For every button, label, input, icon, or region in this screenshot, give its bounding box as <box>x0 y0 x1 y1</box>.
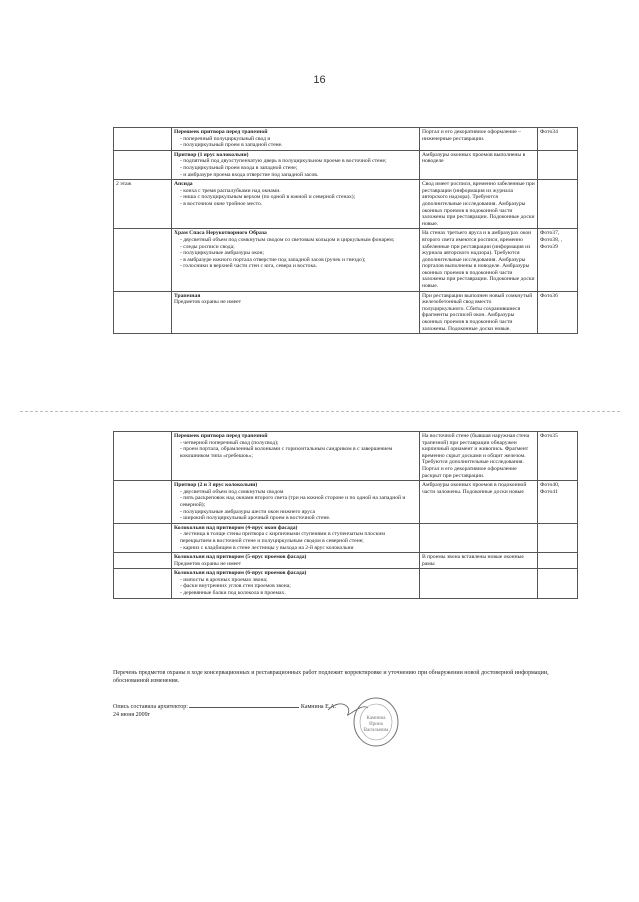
list-item: - импосты в арочных проемах звона; <box>180 577 417 584</box>
section-heading: Колокольня над притвором (4-ярус окон фасада) <box>174 524 298 531</box>
footnote-text: Перечень предметов охраны в ходе консервационных и реставрационных работ подлежит корректировке и уточнению при обнаружении новой достоверной информации, обоснованной изменения. <box>113 670 549 684</box>
table-row <box>114 553 578 569</box>
condition-notes-cell: Амбразуры оконных проемов выполнены в новоделе <box>420 150 538 179</box>
signature-date: 24 июня 2009г <box>113 712 151 718</box>
protected-items-cell <box>172 291 420 334</box>
floor-cell <box>114 569 172 598</box>
floor-cell <box>114 128 172 151</box>
table-row <box>114 523 578 552</box>
list-item: - полуциркульные амбразуры окон; <box>180 250 417 257</box>
condition-notes-cell: В проемы звона вставлены новые оконные рамы <box>420 553 538 569</box>
protected-items-cell <box>172 229 420 291</box>
item-list <box>174 237 417 270</box>
floor-cell <box>114 150 172 179</box>
heritage-table-1 <box>113 127 578 334</box>
section-heading: Храм Спаса Нерукотворного Образа <box>174 230 267 237</box>
condition-notes-cell: На стенах третьего яруса и в амбразурах окон второго света имеются росписи, временно забеленные при реставрации (информация из журнала авторского надзора). Требуются дополнительные исследования. Амбразуры порталов выполнены в новоделе. Амбразуры оконных проемов в подоконной части заложены при реставрации. Подоконные доски новые. <box>420 229 538 291</box>
list-item: - деревянные балки под колокола в проемах. <box>180 590 417 597</box>
protected-items-cell <box>172 523 420 552</box>
section-heading: Перешеек притвора перед трапезной <box>174 433 268 439</box>
svg-text:Ирина: Ирина <box>369 722 383 727</box>
list-item: - четверной поперечный свод (полусвод); <box>180 440 417 447</box>
section-heading: Перешеек притвора перед трапезной <box>174 129 268 135</box>
list-item: - полуциркульный проем входа в западной стене; <box>180 165 417 172</box>
photo-ref-cell: Фото37, Фото38, , Фото39 <box>538 229 578 291</box>
heritage-table-2 <box>113 431 578 599</box>
list-item: - карниз с кладбищем в стене лестницы у выхода на 2-й ярус колокольни <box>180 545 417 552</box>
list-item: - широкий полуциркульный арочный проем в восточной стене. <box>180 515 417 522</box>
section-heading: Трапезная <box>174 292 201 299</box>
floor-cell <box>114 229 172 291</box>
list-item: - лестница в толще стены притвора с кирпичными ступенями в ступенчатым плоским перекрытием в восточной стене и полуциркульным сводом в северной стене; <box>180 531 417 544</box>
item-list <box>174 489 417 522</box>
table-row <box>114 569 578 598</box>
photo-ref-cell: Фото36 <box>538 291 578 334</box>
table-row <box>114 128 578 151</box>
signature-line <box>189 701 299 708</box>
list-item: - голосники в верхней части стен с юга, севера и востока. <box>180 263 417 270</box>
floor-cell <box>114 291 172 334</box>
condition-notes-cell: Свод имеет росписи, временно забеленные при реставрации (информация из журнала авторского надзора). Требуются дополнительные исследования. Амбразуры оконных проемов в подоконной части заложены при реставрации. Подоконные доски новые. <box>420 180 538 229</box>
list-item: - и амбразуре проема входа отверстие под западной засов. <box>180 172 417 179</box>
photo-ref-cell <box>538 569 578 598</box>
protected-items-cell <box>172 432 420 481</box>
list-item: - фаски внутренних углов стен проемов звона; <box>180 583 417 590</box>
photo-ref-cell <box>538 523 578 552</box>
official-stamp <box>322 690 402 750</box>
item-list <box>174 440 417 460</box>
list-item: - проем портала, обрамленный колонками с горизонтальным сандриком в с завершением кокошником типа «гребешок»; <box>180 446 417 459</box>
photo-ref-cell: Фото34 <box>538 128 578 151</box>
list-item: - пять раскреповок над окнами второго света (три на южной стороне и по одной на западной и северной); <box>180 495 417 508</box>
item-list <box>174 158 417 178</box>
photo-ref-cell <box>538 180 578 229</box>
protected-items-cell <box>172 150 420 179</box>
condition-notes-cell <box>420 569 538 598</box>
signature-label: Опись составила архитектор: <box>113 704 188 710</box>
protected-items-cell <box>172 569 420 598</box>
item-list <box>174 577 417 597</box>
condition-notes-cell: Портал и его декоративное оформление – инженерные реставрации. <box>420 128 538 151</box>
table-row <box>114 229 578 291</box>
table-row <box>114 150 578 179</box>
list-item: - двусветный объем под сомкнутым сводом <box>180 489 417 496</box>
list-item: - полуциркульный проем в западной стене. <box>180 142 417 149</box>
section-heading: Апсида <box>174 181 193 188</box>
signature-name: Камнина Е.А. <box>300 704 337 710</box>
photo-ref-cell <box>538 150 578 179</box>
photo-ref-cell: Фото35 <box>538 432 578 481</box>
svg-text:Камнина: Камнина <box>366 716 386 721</box>
condition-notes-cell: При реставрации выполнен новый сомкнутый железобетонный свод вместо полуциркульного. Сбиты сохранившиеся фрагменты росписей окон. Амбразуры оконных проемов в подоконной части заложены. Подоконные доски новые. <box>420 291 538 334</box>
protected-items-cell <box>172 553 420 569</box>
photo-ref-cell: Фото40, Фото41 <box>538 481 578 524</box>
list-item: - ниша с полуциркульным верхом (по одной в южной и северной стенах); <box>180 194 417 201</box>
section-subtext: Предметов охраны не имеет <box>174 560 242 567</box>
item-list <box>174 188 417 208</box>
section-heading: Притвор (1 ярус колокольни) <box>174 151 249 158</box>
list-item: - в восточном окне тройное место. <box>180 201 417 208</box>
list-item: - следы росписи свода; <box>180 244 417 251</box>
floor-cell <box>114 481 172 524</box>
item-list <box>174 531 417 551</box>
photo-ref-cell <box>538 553 578 569</box>
floor-cell <box>114 432 172 481</box>
floor-cell: 2 этаж <box>114 180 172 229</box>
list-item: - двусветный объем под сомкнутым сводом со световым кольцом и циркульным фонарем; <box>180 237 417 244</box>
protected-items-cell <box>172 180 420 229</box>
protected-items-cell <box>172 128 420 151</box>
list-item: - конха с тремя распалубками над окнами. <box>180 188 417 195</box>
list-item: - поперечный полуциркульный свод и <box>180 136 417 143</box>
condition-notes-cell: На восточной стене (бывшая наружная стена трапезной) при реставрации обнаружен кирпичный орнамент и живопись. Фрагмент временно скрыт досками и общит железом. Требуются дополнительные исследования. Портал и его декоративное оформление раскрыт при реставрации. <box>420 432 538 481</box>
table-row <box>114 432 578 481</box>
protected-items-cell <box>172 481 420 524</box>
table-row <box>114 481 578 524</box>
page-number: 16 <box>313 74 326 86</box>
table-row <box>114 180 578 229</box>
section-heading: Притвор (2 и 3 ярус колокольни) <box>174 482 258 489</box>
svg-text:Васильевна: Васильевна <box>363 728 389 733</box>
list-item: - полуциркульные амбразуры шести окон нижнего яруса <box>180 509 417 516</box>
list-item: - подпятный под двухступенчатую дверь в полуциркульном проеме в восточной стене; <box>180 158 417 165</box>
page-break-divider <box>20 411 620 412</box>
item-list <box>174 136 417 149</box>
floor-cell <box>114 523 172 552</box>
section-subtext: Предметов охраны не имеет <box>174 299 242 306</box>
condition-notes-cell <box>420 523 538 552</box>
list-item: - в амбразуре южного портала отверстие под западной засов (ручек и гнездо); <box>180 257 417 264</box>
section-heading: Колокольня над притвором (6-ярус проемов фасада) <box>174 570 307 577</box>
floor-cell <box>114 553 172 569</box>
condition-notes-cell: Амбразуры оконных проемов в подоконной части заложены. Подоконные доски новые <box>420 481 538 524</box>
table-row <box>114 291 578 334</box>
section-heading: Колокольня над притвором (5-ярус проемов фасада) <box>174 554 307 561</box>
